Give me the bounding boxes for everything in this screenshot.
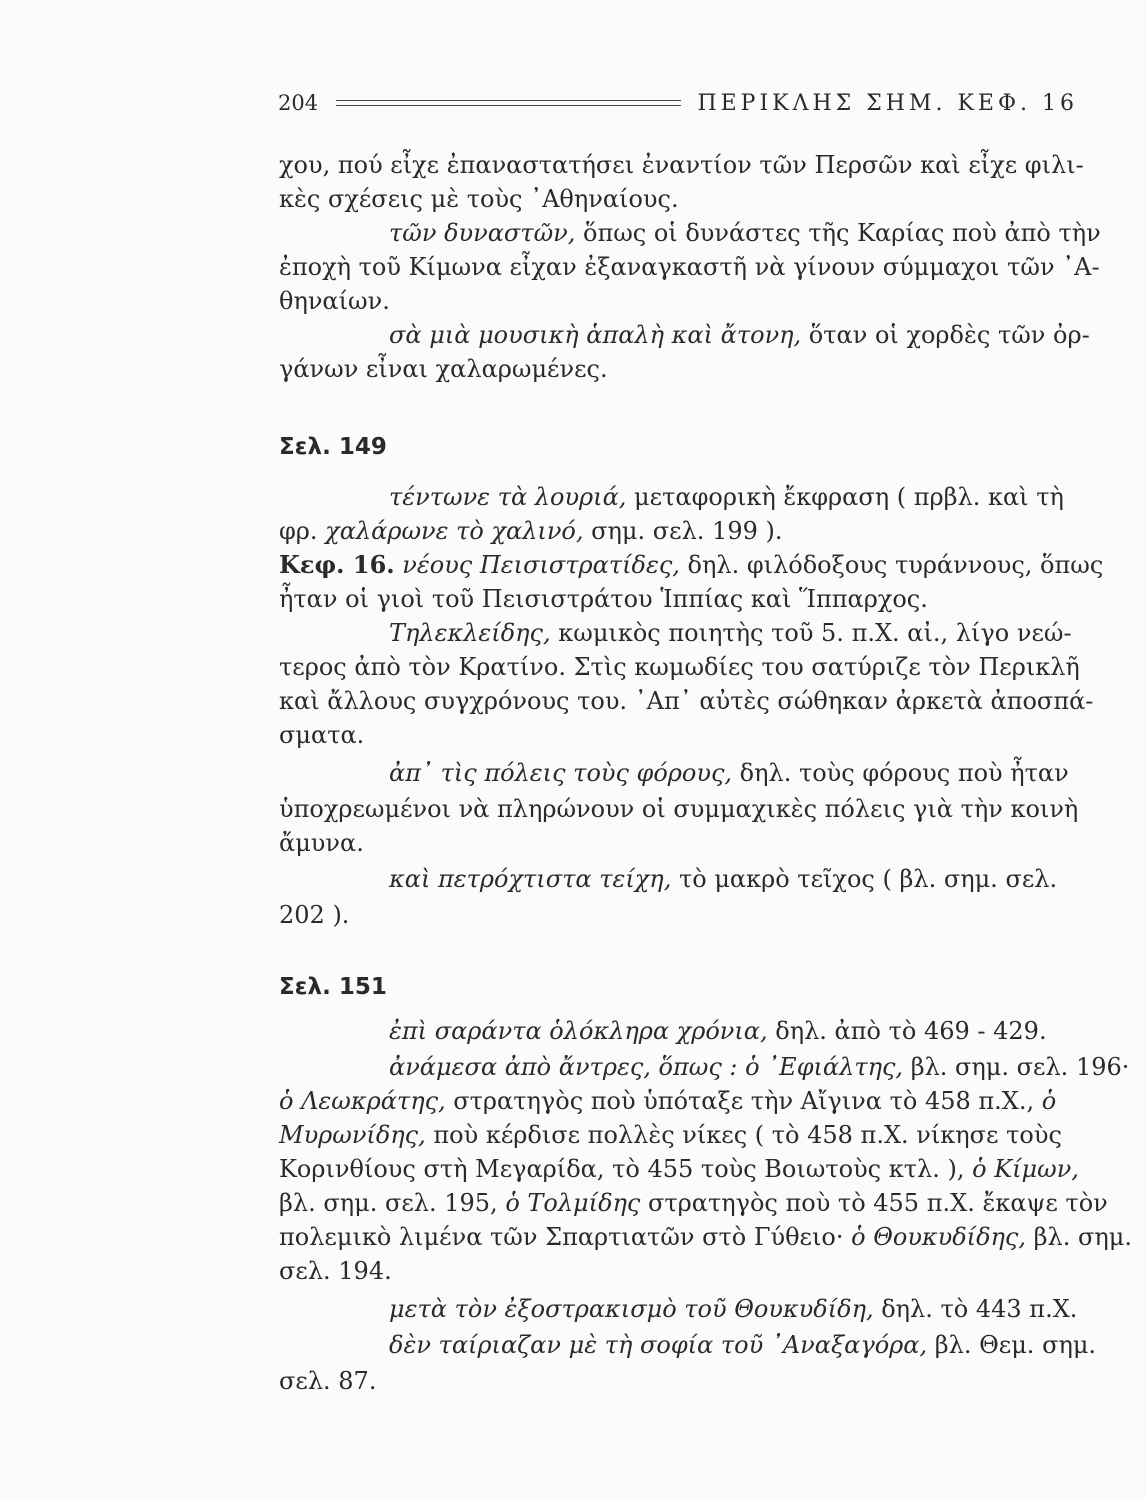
line-text: βλ. σημ. σελ. 195, (279, 1189, 506, 1217)
note-entry-line (389, 862, 1057, 896)
line-text: σελ. 87. (279, 1367, 377, 1395)
note-entry-line (389, 756, 1069, 790)
line-text: μεταφορικὴ ἔκφραση ( πρβλ. καὶ τὴ (626, 483, 1064, 511)
header-rule (336, 100, 681, 106)
line-text: κὲς σχέσεις μὲ τοὺς ᾿Αθηναίους. (279, 185, 679, 213)
text-line (279, 1254, 392, 1288)
text-line (279, 1220, 1132, 1254)
line-text: δηλ. ἀπὸ τὸ 469 - 429. (767, 1017, 1047, 1045)
line-text: ἦταν οἱ γιοὶ τοῦ Πεισιστράτου Ἱππίας καὶ Ἵππαρχος. (279, 585, 928, 613)
text-line (279, 1084, 1056, 1118)
note-entry-line (389, 1014, 1047, 1048)
lemma: τῶν δυναστῶν, (389, 219, 576, 247)
chapter-label: Κεφ. 16. (279, 550, 395, 579)
line-text: βλ. Θεμ. σημ. (927, 1331, 1097, 1359)
page-number: 204 (278, 91, 319, 115)
lemma: ἀπ᾿ τὶς πόλεις τοὺς φόρους, (389, 759, 733, 787)
text-line (279, 650, 1080, 684)
line-text: σημ. σελ. 199 ). (583, 517, 783, 545)
page-header (278, 88, 1078, 118)
running-head: ΠΕΡΙΚΛΗΣ ΣΗΜ. ΚΕΦ. 16 (697, 90, 1078, 116)
text-line (279, 250, 1100, 284)
note-entry-line (389, 616, 1072, 650)
note-entry-line (389, 318, 1090, 352)
lemma: ὁ Τολμίδης (505, 1189, 641, 1217)
line-text: πολεμικὸ λιμένα τῶν Σπαρτιατῶν στὸ Γύθειο· (279, 1223, 852, 1251)
line-text: θηναίων. (279, 287, 390, 315)
line-text: ποὺ κέρδισε πολλὲς νίκες ( τὸ 458 π.Χ. νίκησε τοὺς (425, 1121, 1062, 1149)
line-text: βλ. σημ. σελ. 196· (903, 1053, 1130, 1081)
lemma: ὁ Θουκυδίδης, (851, 1223, 1026, 1251)
text-line (279, 148, 1084, 182)
lemma: δὲν ταίριαζαν μὲ τὴ σοφία τοῦ ᾿Αναξαγόρα, (389, 1331, 928, 1359)
section-heading-151: Σελ. 151 (279, 974, 387, 1000)
text-line (279, 1186, 1108, 1220)
text-line (279, 514, 782, 548)
text-line (279, 898, 349, 932)
lemma: ἀνάμεσα ἀπὸ ἄντρες, ὅπως : ὁ ᾿Εφιάλτης, (389, 1053, 904, 1081)
lemma: μετὰ τὸν ἐξοστρακισμὸ τοῦ Θουκυδίδη, (389, 1295, 874, 1323)
line-text: γάνων εἶναι χαλαρωμένες. (279, 355, 608, 383)
text-line (279, 1364, 376, 1398)
text-line (279, 684, 1093, 718)
lemma: ὁ (1041, 1087, 1057, 1115)
text-line (279, 1118, 1062, 1152)
lemma: σὰ μιὰ μουσικὴ ἁπαλὴ καὶ ἄτονη, (389, 321, 802, 349)
lemma: ἐπὶ σαράντα ὁλόκληρα χρόνια, (389, 1017, 768, 1045)
lemma: ὁ Λεωκράτης, (279, 1087, 446, 1115)
section-heading-149: Σελ. 149 (279, 434, 387, 460)
line-text: ὅπως οἱ δυνάστες τῆς Καρίας ποὺ ἀπὸ τὴν (575, 219, 1101, 247)
line-text: ὅταν οἱ χορδὲς τῶν ὀρ- (801, 321, 1090, 349)
text-line (279, 718, 364, 752)
text-line (279, 792, 1078, 826)
line-text: σματα. (279, 721, 365, 749)
note-entry-line (389, 480, 1064, 514)
note-entry-line (389, 216, 1101, 250)
line-text: Κορινθίους στὴ Μεγαρίδα, τὸ 455 τοὺς Βοιωτοὺς κτλ. ), (279, 1155, 973, 1183)
text-line (279, 826, 364, 860)
text-line (279, 1152, 1079, 1186)
notes-block-149 (279, 480, 1104, 930)
lemma: τέντωνε τὰ λουριά, (389, 483, 627, 511)
line-text: 202 ). (279, 901, 350, 929)
line-text: ἐποχὴ τοῦ Κίμωνα εἶχαν ἐξαναγκαστῆ νὰ γίνουν σύμμαχοι τῶν ᾿Α- (279, 253, 1100, 281)
line-text: δηλ. φιλόδοξους τυράννους, ὅπως (679, 551, 1104, 579)
lemma: νέους Πεισιστρατίδες, (394, 551, 680, 579)
line-text: φρ. (279, 517, 326, 545)
line-text: ὑποχρεωμένοι νὰ πληρώνουν οἱ συμμαχικὲς πόλεις γιὰ τὴν κοινὴ (279, 795, 1079, 823)
chapter-entry-line (279, 548, 1103, 582)
text-line (279, 284, 390, 318)
line-text: κωμικὸς ποιητὴς τοῦ 5. π.Χ. αἰ., λίγο νεώ- (550, 619, 1072, 647)
text-line (279, 582, 928, 616)
line-text: στρατηγὸς ποὺ ὑπόταξε τὴν Αἴγινα τὸ 458 π.Χ., (445, 1087, 1042, 1115)
line-text: τερος ἀπὸ τὸν Κρατίνο. Στὶς κωμωδίες του σατύριζε τὸν Περικλῆ (279, 653, 1080, 681)
line-text: στρατηγὸς ποὺ τὸ 455 π.Χ. ἔκαψε τὸν (640, 1189, 1108, 1217)
line-text: ἄμυνα. (279, 829, 364, 857)
note-entry-line (389, 1292, 1077, 1326)
note-entry-line (389, 1050, 1129, 1084)
line-text: δηλ. τοὺς φόρους ποὺ ἦταν (732, 759, 1069, 787)
lemma: χαλάρωνε τὸ χαλινό, (325, 517, 584, 545)
line-text: σελ. 194. (279, 1257, 392, 1285)
text-line (279, 352, 608, 386)
line-text: δηλ. τὸ 443 π.Χ. (873, 1295, 1078, 1323)
line-text: χου, πού εἶχε ἐπαναστατήσει ἐναντίον τῶν Περσῶν καὶ εἶχε φιλι- (279, 151, 1084, 179)
line-text: βλ. σημ. (1026, 1223, 1132, 1251)
note-entry-line (389, 1328, 1096, 1362)
line-text: καὶ ἄλλους συγχρόνους του. ᾿Απ᾿ αὐτὲς σώθηκαν ἀρκετὰ ἀποσπά- (279, 687, 1094, 715)
line-text: τὸ μακρὸ τεῖχος ( βλ. σημ. σελ. (671, 865, 1058, 893)
lemma: Τηλεκλείδης, (389, 619, 551, 647)
notes-block-151 (279, 1014, 1132, 1395)
lemma: ὁ Κίμων, (972, 1155, 1079, 1183)
notes-block-continued (279, 148, 1101, 388)
lemma: Μυρωνίδης, (279, 1121, 426, 1149)
lemma: καὶ πετρόχτιστα τείχη, (389, 865, 672, 893)
text-line (279, 182, 679, 216)
